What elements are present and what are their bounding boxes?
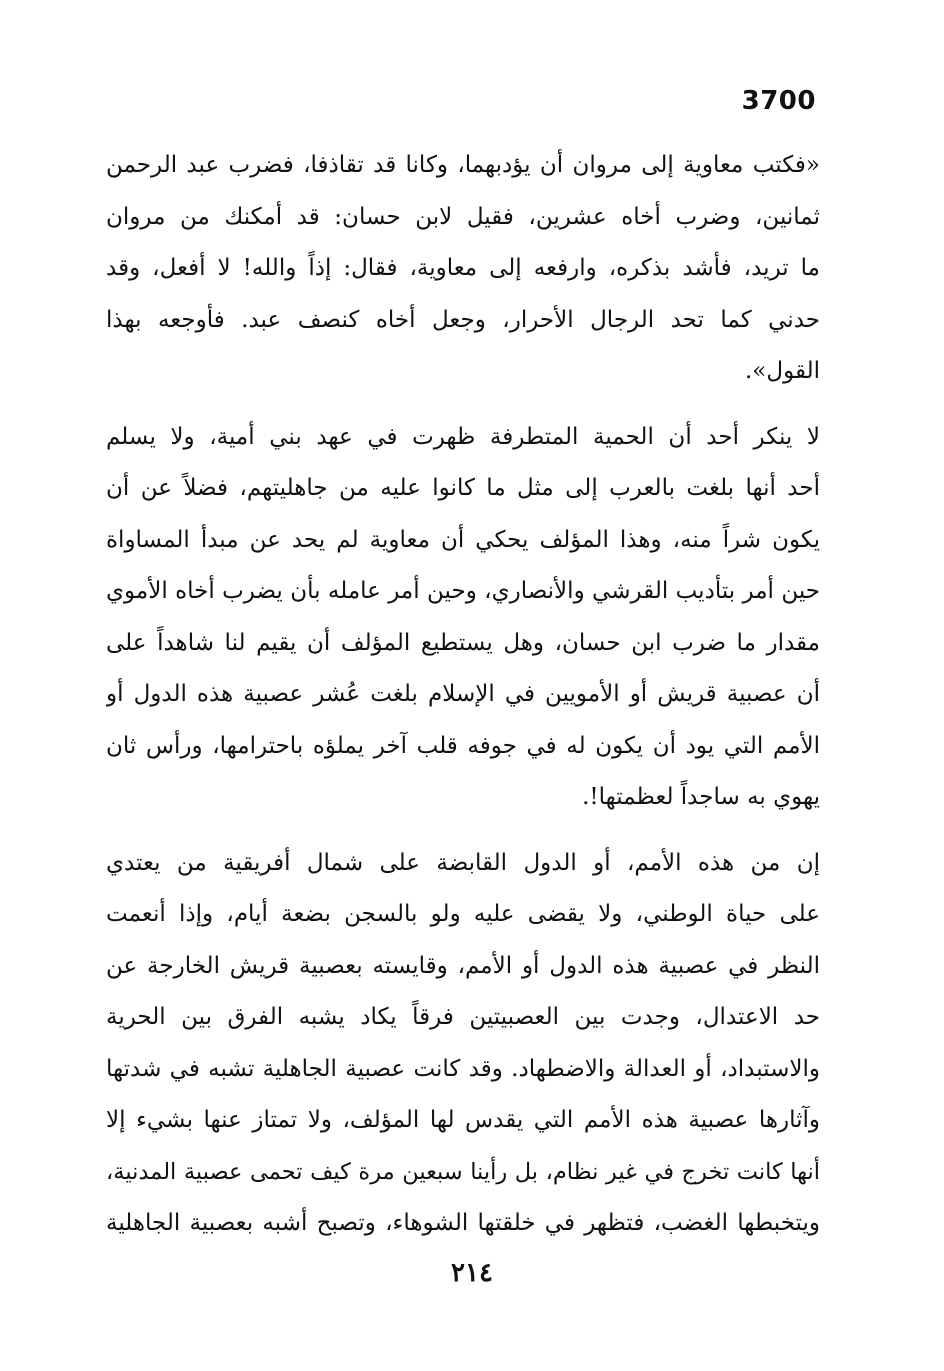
- paragraph-3: [106, 838, 820, 1250]
- page-id: 3700: [741, 86, 816, 116]
- text-line: أحد أنها بلغت بالعرب إلى مثل ما كانوا عليه من جاهليتهم، فضلاً عن أن: [106, 475, 820, 501]
- text-line: القول».: [744, 358, 820, 384]
- text-line: على حياة الوطني، ولا يقضى عليه ولو بالسجن بضعة أيام، وإذا أنعمت: [106, 901, 820, 927]
- page-number: ٢١٤: [451, 1258, 493, 1288]
- text-line: أن عصبية قريش أو الأمويين في الإسلام بلغت عُشر عصبية هذه الدول أو: [106, 681, 820, 707]
- text-line: أنها كانت تخرج في غير نظام، بل رأينا سبعين مرة كيف تحمى عصبية المدنية،: [106, 1158, 820, 1185]
- text-line: حدني كما تحد الرجال الأحرار، وجعل أخاه كنصف عبد. فأوجعه بهذا: [106, 306, 820, 333]
- paragraph-spacer: [106, 824, 820, 838]
- text-line: إن من هذه الأمم، أو الدول القابضة على شمال أفريقية من يعتدي: [106, 849, 820, 876]
- text-line: والاستبداد، أو العدالة والاضطهاد. وقد كانت عصبية الجاهلية تشبه في شدتها: [106, 1055, 820, 1082]
- paragraph-spacer: [106, 398, 820, 412]
- text-line: ثمانين، وضرب أخاه عشرين، فقيل لابن حسان: قد أمكنك من مروان: [106, 203, 820, 230]
- paragraph-quote: [106, 140, 820, 398]
- text-line: الأمم التي يود أن يكون له في جوفه قلب آخر يملؤه باحترامها، ورأس ثان: [106, 732, 820, 759]
- text-line: وآثارها عصبية هذه الأمم التي يقدس لها المؤلف، ولا تمتاز عنها بشيء إلا: [106, 1107, 820, 1133]
- text-line: لا ينكر أحد أن الحمية المتطرفة ظهرت في عهد بني أمية، ولا يسلم: [106, 423, 820, 450]
- text-line: ما تريد، فأشد بذكره، وارفعه إلى معاوية، فقال: إذاً والله! لا أفعل، وقد: [106, 255, 820, 281]
- text-line: النظر في عصبية هذه الدول أو الأمم، وقايسته بعصبية قريش الخارجة عن: [106, 952, 820, 979]
- text-line: حد الاعتدال، وجدت بين العصبيتين فرقاً يكاد يشبه الفرق بين الحرية: [106, 1004, 820, 1030]
- text-line: مقدار ما ضرب ابن حسان، وهل يستطيع المؤلف أن يقيم لنا شاهداً على: [106, 629, 820, 656]
- text-line: «فكتب معاوية إلى مروان أن يؤدبهما، وكانا قد تقاذفا، فضرب عبد الرحمن: [106, 152, 820, 178]
- text-line: يهوي به ساجداً لعظمتها!.: [582, 784, 820, 810]
- text-line: حين أمر بتأديب القرشي والأنصاري، وحين أمر عامله بأن يضرب أخاه الأموي: [106, 578, 820, 604]
- body-text: [106, 140, 820, 1250]
- text-line: ويتخبطها الغضب، فتظهر في خلقتها الشوهاء، وتصبح أشبه بعصبية الجاهلية: [106, 1210, 820, 1236]
- paragraph-2: [106, 412, 820, 824]
- text-line: يكون شراً منه، وهذا المؤلف يحكي أن معاوية لم يحد عن مبدأ المساواة: [106, 526, 820, 553]
